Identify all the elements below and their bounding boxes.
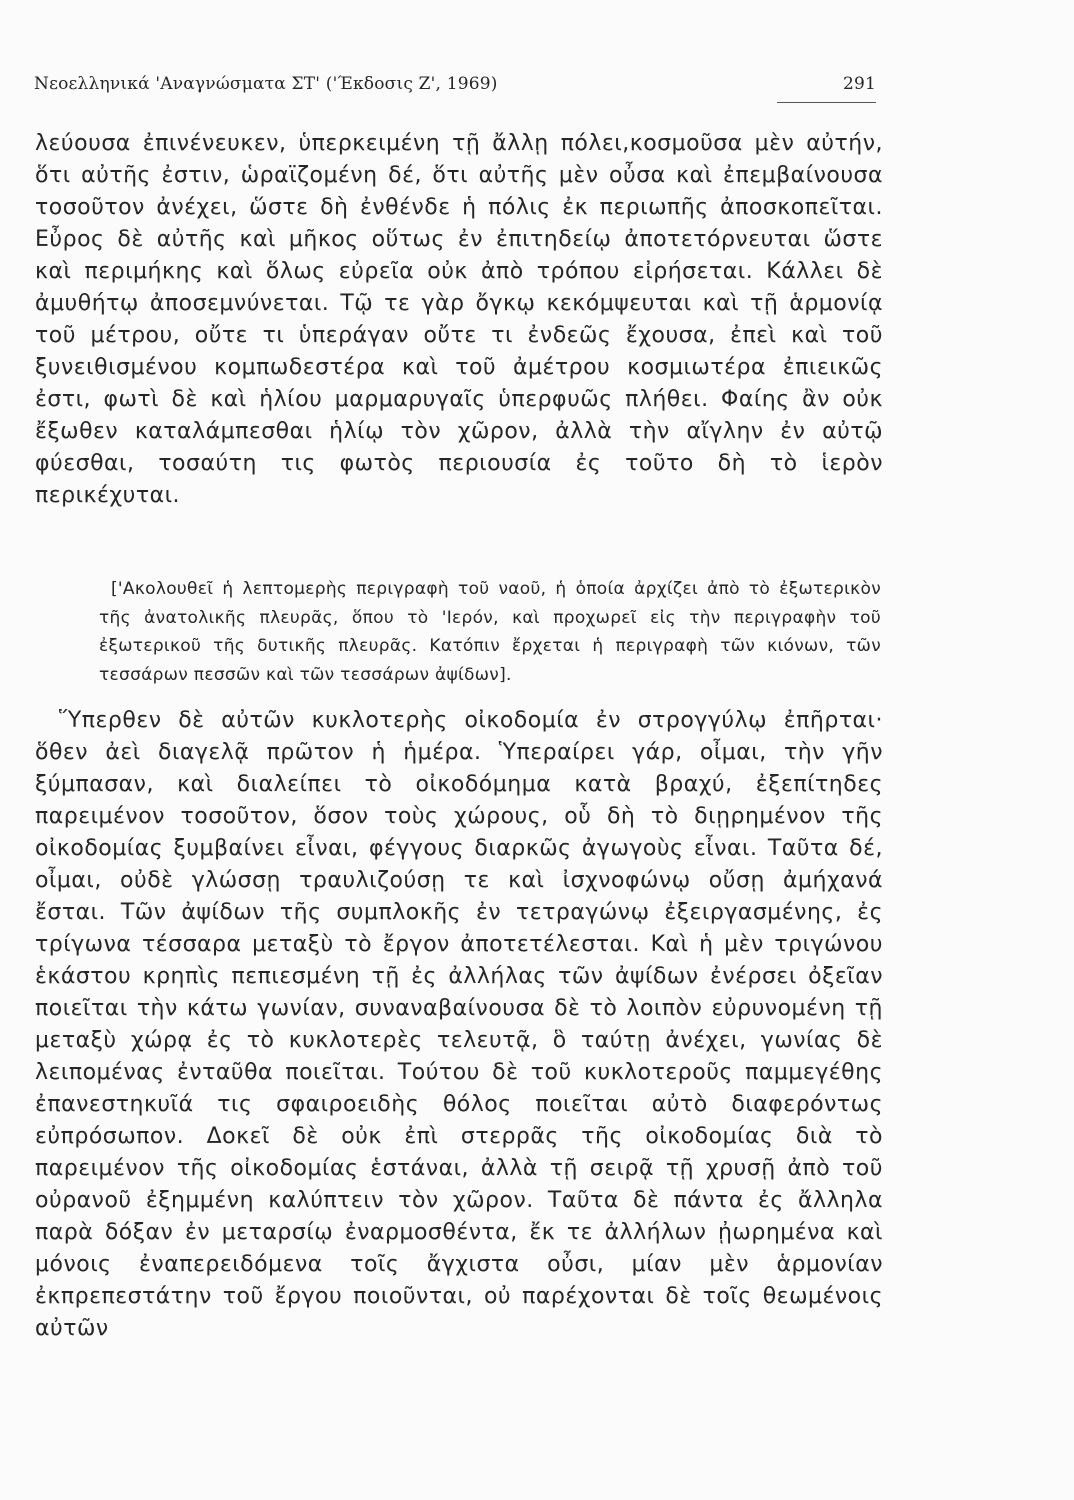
body-paragraph-1: λεύουσα ἐπινένευκεν, ὑπερκειμένη τῇ ἄλλῃ πόλει,κοσμοῦσα μὲν αὐτήν, ὅτι αὐτῆς ἐστιν, ὡραϊζομένη δέ, ὅτι αὐτῆς μὲν οὖσα καὶ ἐπεμβαίνουσα τοσοῦτον ἀνέχει, ὥστε δὴ ἐνθένδε ἡ πόλις ἐκ περιωπῆς ἀποσκοπεῖται. Εὖρος δὲ αὐτῆς καὶ μῆκος οὕτως ἐν ἐπιτηδείῳ ἀποτετόρνευται ὥστε καὶ περιμήκης καὶ ὅλως εὐρεῖα οὐκ ἀπὸ τρόπου εἰρήσεται. Κάλλει δὲ ἀμυθήτῳ ἀποσεμνύνεται. Τῷ τε γὰρ ὄγκῳ κεκόμψευται καὶ τῇ ἁρμονίᾳ τοῦ μέτρου, οὔτε τι ὑπεράγαν οὔτε τι ἐνδεῶς ἔχουσα, ἐπεὶ καὶ τοῦ ξυνειθισμένου κομπωδεστέρα καὶ τοῦ ἀμέτρου κοσμιωτέρα ἐπιεικῶς ἐστι, φωτὶ δὲ καὶ ἡλίου μαρμαρυγαῖς ὑπερφυῶς πλήθει. Φαίης ἂν οὐκ ἔξωθεν καταλάμπεσθαι ἡλίῳ τὸν χῶρον, ἀλλὰ τὴν αἴγλην ἐν αὐτῷ φύεσθαι, τοσαύτη τις φωτὸς περιουσία ἐς τοῦτο δὴ τὸ ἱερὸν περικέχυται.	[35, 131, 883, 508]
page-number-rule	[777, 102, 876, 103]
body-paragraph-2: Ὕπερθεν δὲ αὐτῶν κυκλοτερὴς οἰκοδομία ἐν στρογγύλῳ ἐπῆρται· ὅθεν ἀεὶ διαγελᾷ πρῶτον ἡ ἡμέρα. Ὑπεραίρει γάρ, οἶμαι, τὴν γῆν ξύμπασαν, καὶ διαλείπει τὸ οἰκοδόμημα κατὰ βραχύ, ἐξεπίτηδες παρειμένον τοσοῦτον, ὅσον τοὺς χώρους, οὗ δὴ τὸ διῃρημένον τῆς οἰκοδομίας ξυμβαίνει εἶναι, φέγγους διαρκῶς ἀγωγοὺς εἶναι. Ταῦτα δέ, οἶμαι, οὐδὲ γλώσσῃ τραυλιζούσῃ τε καὶ ἰσχνοφώνῳ οὔσῃ ἀμήχανά ἔσται. Τῶν ἀψίδων τῆς συμπλοκῆς ἐν τετραγώνῳ ἐξειργασμένης, ἐς τρίγωνα τέσσαρα μεταξὺ τὸ ἔργον ἀποτετέλεσται. Καὶ ἡ μὲν τριγώνου ἑκάστου κρηπὶς πεπιεσμένη τῇ ἐς ἀλλήλας τῶν ἀψίδων ἐνέρσει ὀξεῖαν ποιεῖται τὴν κάτω γωνίαν, συναναβαίνουσα δὲ τὸ λοιπὸν εὐρυνομένη τῇ μεταξὺ χώρᾳ ἐς τὸ κυκλοτερὲς τελευτᾷ, ὃ ταύτῃ ἀνέχει, γωνίας δὲ λειπομένας ἐνταῦθα ποιεῖται. Τούτου δὲ τοῦ κυκλοτεροῦς παμμεγέθης ἐπανεστηκυῖά τις σφαιροειδὴς θόλος ποιεῖται αὐτὸ διαφερόντως εὐπρόσωπον. Δοκεῖ δὲ οὐκ ἐπὶ στερρᾶς τῆς οἰκοδομίας διὰ τὸ παρειμένον τῆς οἰκοδομίας ἑστάναι, ἀλλὰ τῇ σειρᾷ τῇ χρυσῇ ἀπὸ τοῦ οὐρανοῦ ἐξημμένη καλύπτειν τὸν χῶρον. Ταῦτα δὲ πάντα ἐς ἄλληλα παρὰ δόξαν ἐν μεταρσίῳ ἐναρμοσθέντα, ἔκ τε ἀλλήλων ᾐωρημένα καὶ μόνοις ἐναπερειδόμενα τοῖς ἄγχιστα οὖσι, μίαν μὲν ἁρμονίαν ἐκπρεπεστάτην τοῦ ἔργου ποιοῦνται, οὐ παρέχονται δὲ τοῖς θεωμένοις αὐτῶν	[35, 708, 883, 1341]
editor-note: ['Ακολουθεῖ ἡ λεπτομερὴς περιγραφὴ τοῦ ναοῦ, ἡ ὁποία ἀρχίζει ἀπὸ τὸ ἐξωτερικὸν τῆς ἀνατολικῆς πλευρᾶς, ὅπου τὸ 'Ιερόν, καὶ προχωρεῖ εἰς τὴν περιγραφὴν τοῦ ἐξωτερικοῦ τῆς δυτικῆς πλευρᾶς. Κατόπιν ἔρχεται ἡ περιγραφὴ τῶν κιόνων, τῶν τεσσάρων πεσσῶν καὶ τῶν τεσσάρων ἀψίδων].	[99, 579, 881, 685]
page-number: 291	[842, 74, 876, 94]
running-head-title: Νεοελληνικά 'Αναγνώσματα ΣΤ' ('Έκδοσις Ζ', 1969)	[34, 74, 498, 94]
running-head	[34, 70, 876, 100]
